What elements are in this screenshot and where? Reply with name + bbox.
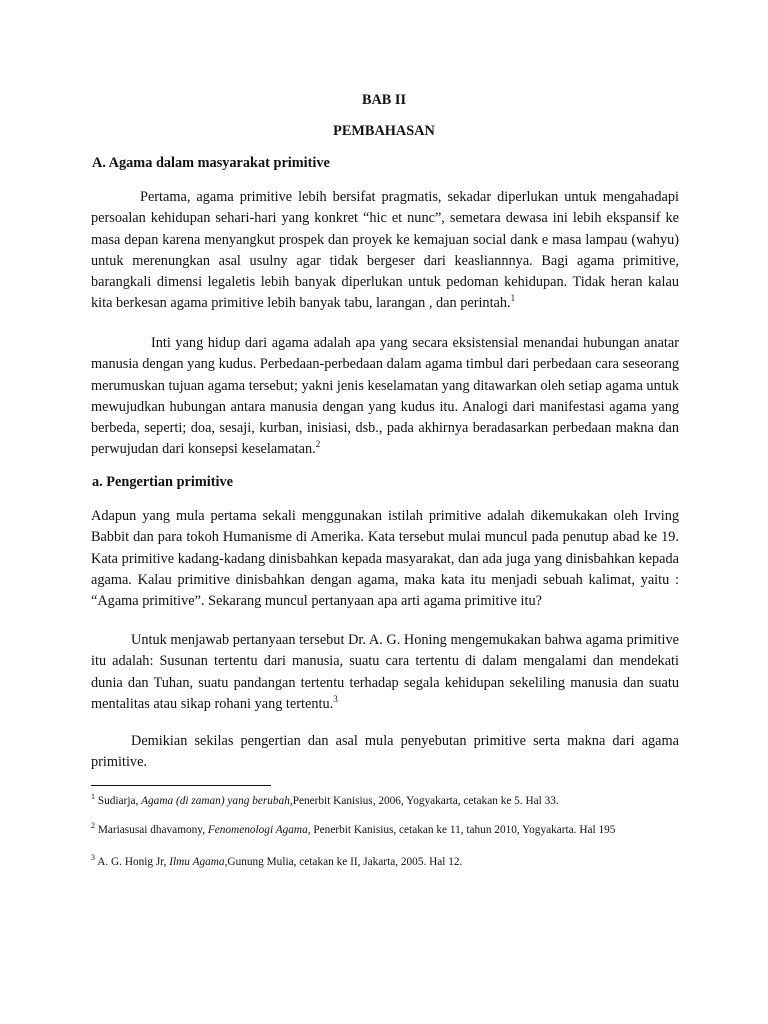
- section-heading-a-sub: a. Pengertian primitive: [92, 474, 233, 490]
- footnote-text: Mariasusai dhavamony,: [95, 824, 208, 836]
- chapter-title: BAB II: [361, 92, 407, 108]
- footnote-text: Penerbit Kanisius, 2006, Yogyakarta, cetakan ke 5. Hal 33.: [292, 795, 559, 807]
- footnote-divider: [91, 785, 271, 786]
- paragraph: [91, 333, 679, 461]
- footnote-number: 3: [91, 853, 95, 863]
- footnote-title: Ilmu Agama,: [169, 856, 228, 868]
- paragraph: [91, 506, 679, 612]
- footnote-number: 1: [91, 792, 95, 802]
- paragraph: [91, 187, 679, 315]
- paragraph-text: Adapun yang mula pertama sekali menggunakan istilah primitive adalah dikemukakan oleh Irving Babbit dan para tokoh Humanisme di Amerika. Kata tersebut mulai muncul pada penutup abad ke 19. Kata primitive kadang-kadang dinisbahkan kepada masyarakat, dan ada juga yang dinisbahkan kepada agama. Kalau primitive dinisbahkan dengan agama, maka kata itu menjadi sebuah kalimat, yaitu : “Agama primitive”. Sekarang muncul pertanyaan apa arti agama primitive itu?: [91, 508, 679, 610]
- footnote-ref: 2: [315, 439, 321, 450]
- paragraph: [91, 630, 679, 715]
- paragraph-text: Pertama, agama primitive lebih bersifat pragmatis, sekadar diperlukan untuk mengahadapi persoalan kehidupan sehari-hari yang konkret “hic et nunc”, semetara dewasa ini lebih ekspansif ke masa depan karena menyangkut prospek dan proyek ke kemajuan social dank e masa lampau (wahyu) untuk merenungkan asal usulny agar tidak bergeser dari keasliannnya. Bagi agama primitive, barangkali dimensi legaletis lebih banyak diperlukan untuk pedoman kehidupan. Tidak heran kalau kita berkesan agama primitive lebih banyak tabu, larangan , dan perintah.: [91, 189, 679, 312]
- footnote-number: 2: [91, 821, 95, 831]
- section-heading-a: A. Agama dalam masyarakat primitive: [92, 155, 330, 171]
- footnote-text: Gunung Mulia, cetakan ke II, Jakarta, 2005. Hal 12.: [227, 856, 463, 868]
- footnote: [91, 794, 691, 809]
- paragraph-text: Untuk menjawab pertanyaan tersebut Dr. A. G. Honing mengemukakan bahwa agama primitive itu adalah: Susunan tertentu dari manusia, suatu cara tertentu di dalam mengalami dan mendekati dunia dan Tuhan, suatu pandangan tertentu terhadap segala kehidupan sekeliling manusia dan suatu mentalitas atau sikap rohani yang tertentu.: [91, 632, 679, 712]
- footnote: [91, 855, 691, 870]
- footnote-ref: 1: [510, 293, 516, 304]
- footnote-title: Fenomenologi Agama,: [207, 824, 311, 836]
- footnote-text: Penerbit Kanisius, cetakan ke 11, tahun 2010, Yogyakarta. Hal 195: [310, 824, 616, 836]
- footnote-ref: 3: [333, 694, 338, 705]
- footnote-title: Agama (di zaman) yang berubah,: [141, 795, 293, 807]
- chapter-subtitle: PEMBAHASAN: [333, 123, 435, 139]
- paragraph-text: Inti yang hidup dari agama adalah apa yang secara eksistensial menandai hubungan anatar manusia dengan yang kudus. Perbedaan-perbedaan dalam agama timbul dari perbedaan cara seseorang merumuskan tujuan agama tersebut; yakni jenis keselamatan yang ditawarkan oleh setiap agama untuk mewujudkan hubungan antara manusia dengan yang kudus itu. Analogi dari manifestasi agama yang berbeda, seperti; doa, sesaji, kurban, inisiasi, dsb., pada akhirnya beradasarkan perbedaan makna dan perwujudan dari konsepsi keselamatan.: [91, 335, 679, 458]
- footnote-text: Sudiarja,: [95, 795, 142, 807]
- footnote-text: A. G. Honig Jr,: [95, 856, 170, 868]
- footnote: [91, 823, 691, 838]
- paragraph-text: Demikian sekilas pengertian dan asal mula penyebutan primitive serta makna dari agama primitive.: [91, 733, 679, 771]
- paragraph: [91, 731, 679, 774]
